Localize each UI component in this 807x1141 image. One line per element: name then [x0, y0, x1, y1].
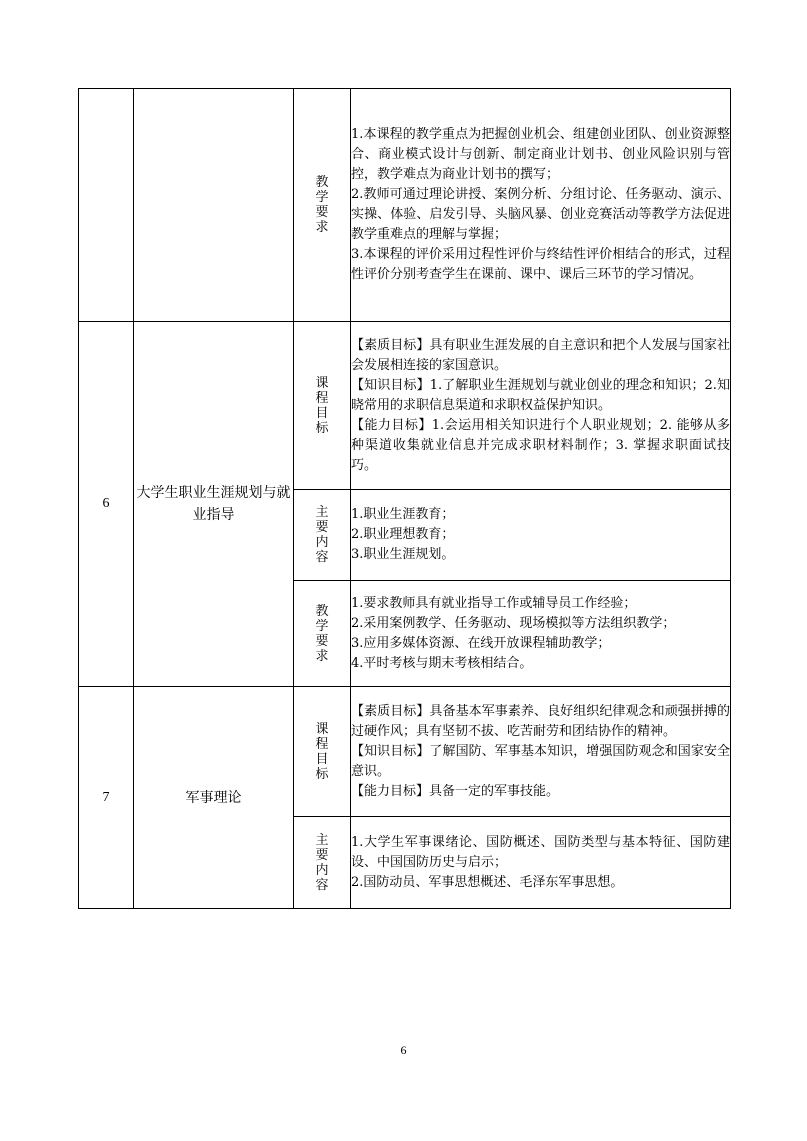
content-line: 1.大学生军事课绪论、国防概述、国防类型与基本特征、国防建设、中国国防历史与启示； [351, 834, 730, 870]
content-line: 4.平时考核与期末考核相结合。 [351, 655, 533, 671]
content-line: 【素质目标】具备基本军事素养、良好组织纪律观念和顽强拼搏的过硬作风；具有坚韧不拔、吃苦耐劳和团结协作的精神。 [351, 703, 730, 739]
category-cell [294, 89, 351, 322]
category-label: 主要内容 [315, 505, 329, 565]
course-number-cell [79, 89, 134, 322]
category-cell [294, 322, 351, 490]
content-cell [351, 581, 731, 687]
content-line: 2.职业理想教育； [351, 527, 455, 542]
content-line: 3.应用多媒体资源、在线开放课程辅助教学； [351, 635, 611, 651]
content-line: 【素质目标】具有职业生涯发展的自主意识和把个人发展与国家社会发展相连接的家国意识。 [351, 337, 730, 373]
content-cell [351, 687, 731, 817]
content-line: 【知识目标】了解国防、军事基本知识，增强国防观念和国家安全意识。 [351, 743, 730, 779]
content-cell [351, 817, 731, 909]
content-cell [351, 89, 731, 322]
table-row [79, 687, 731, 817]
page-number: 6 [400, 1043, 407, 1057]
curriculum-table [78, 88, 731, 909]
content-line: 【能力目标】1.会运用相关知识进行个人职业规划；2. 能够从多种渠道收集就业信息并完成求职材料制作；3. 掌握求职面试技巧。 [351, 417, 730, 473]
content-line: 1.职业生涯教育； [351, 507, 455, 522]
table-row [79, 89, 731, 322]
category-cell [294, 581, 351, 687]
table-row [79, 322, 731, 490]
category-label: 教学要求 [315, 603, 329, 664]
content-line: 2.教师可通过理论讲授、案例分析、分组讨论、任务驱动、演示、实操、体验、启发引导、头脑风暴、创业竞赛活动等教学方法促进教学重难点的理解与掌握； [351, 187, 730, 242]
content-cell [351, 490, 731, 581]
category-label: 教学要求 [315, 175, 329, 235]
category-label: 课程目标 [315, 721, 329, 782]
course-name-cell [134, 89, 294, 322]
content-line: 【能力目标】具备一定的军事技能。 [351, 783, 560, 799]
content-line: 【知识目标】1.了解职业生涯规划与就业创业的理念和知识；2.知晓常用的求职信息渠道和求职权益保护知识。 [351, 377, 730, 413]
content-line: 2.国防动员、军事思想概述、毛泽东军事思想。 [351, 874, 624, 890]
course-name-cell: 军事理论 [134, 687, 294, 909]
content-line: 2.采用案例教学、任务驱动、现场模拟等方法组织教学； [351, 615, 676, 631]
content-cell [351, 322, 731, 490]
content-line: 1.本课程的教学重点为把握创业机会、组建创业团队、创业资源整合、商业模式设计与创新、制定商业计划书、创业风险识别与管控，教学难点为商业计划书的撰写； [351, 127, 730, 182]
content-line: 3.本课程的评价采用过程性评价与终结性评价相结合的形式，过程性评价分别考查学生在课前、课中、课后三环节的学习情况。 [351, 247, 730, 282]
content-line: 1.要求教师具有就业指导工作或辅导员工作经验； [351, 595, 637, 611]
category-cell [294, 490, 351, 581]
category-label: 主要内容 [315, 832, 329, 893]
course-number-cell: 6 [79, 322, 134, 687]
content-line: 3.职业生涯规划。 [351, 547, 455, 562]
course-name-cell: 大学生职业生涯规划与就业指导 [134, 322, 294, 687]
category-cell [294, 817, 351, 909]
course-number-cell: 7 [79, 687, 134, 909]
category-label: 课程目标 [315, 375, 329, 436]
category-cell [294, 687, 351, 817]
